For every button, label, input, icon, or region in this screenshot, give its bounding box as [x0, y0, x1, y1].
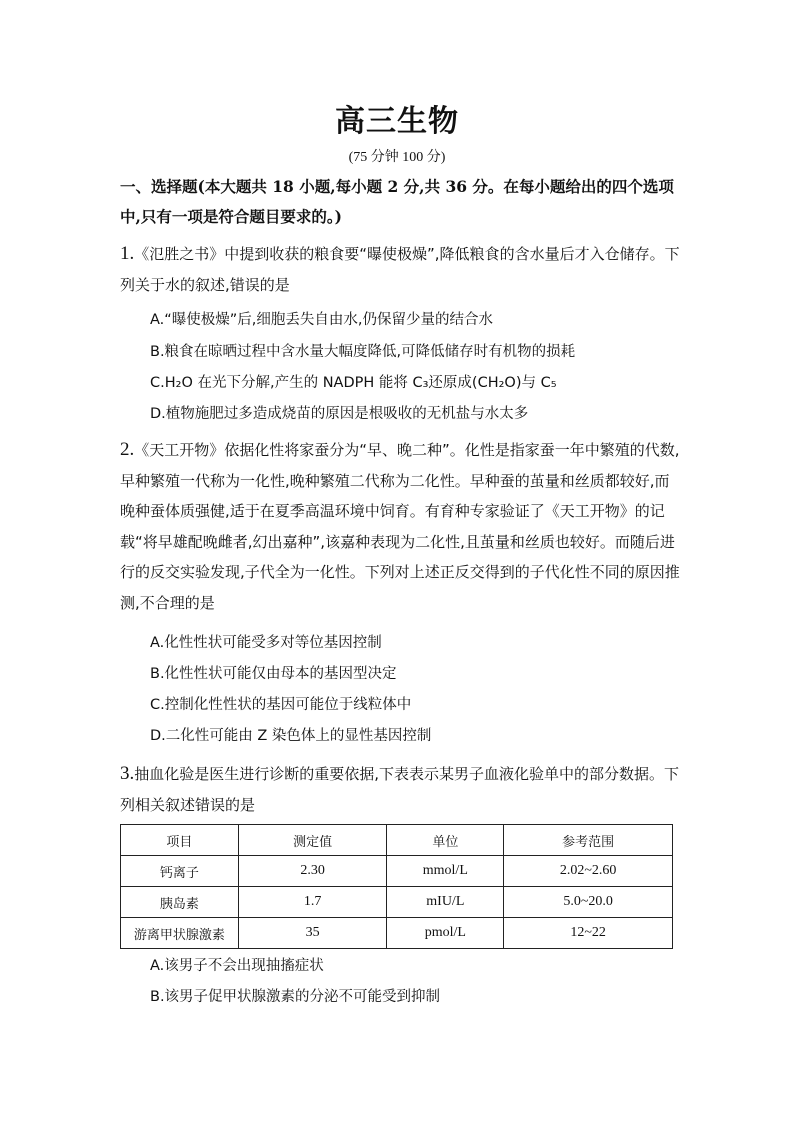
table-row	[121, 918, 673, 949]
table-cell: 1.7	[238, 887, 387, 918]
table-cell: 5.0~20.0	[504, 887, 673, 918]
question-text: 《氾胜之书》中提到收获的粮食要“曝使极燥”,降低粮食的含水量后才入仓储存。下列关于水的叙述,错误的是	[120, 245, 680, 294]
q2-option-b: B.化性性状可能仅由母本的基因型决定	[150, 666, 397, 682]
table-cell: mIU/L	[387, 887, 504, 918]
table-cell: 2.02~2.60	[504, 856, 673, 887]
q1-option-a: A.“曝使极燥”后,细胞丢失自由水,仍保留少量的结合水	[150, 312, 494, 328]
table-header-row	[121, 825, 673, 856]
q3-option-b: B.该男子促甲状腺激素的分泌不可能受到抑制	[150, 989, 441, 1005]
table-header-cell: 单位	[387, 825, 504, 856]
blood-test-table	[120, 824, 673, 949]
q3-option-a: A.该男子不会出现抽搐症状	[150, 958, 324, 974]
q1-option-d: D.植物施肥过多造成烧苗的原因是根吸收的无机盐与水太多	[150, 406, 529, 422]
q1-option-c: C.H₂O 在光下分解,产生的 NADPH 能将 C₃还原成(CH₂O)与 C₅	[150, 375, 557, 391]
table-cell: 35	[238, 918, 387, 949]
table-header-cell: 项目	[121, 825, 239, 856]
page-title: 高三生物	[335, 104, 459, 139]
table-cell: mmol/L	[387, 856, 504, 887]
table-cell: 胰岛素	[121, 887, 239, 918]
table-cell: 游离甲状腺激素	[121, 918, 239, 949]
table-header-cell: 测定值	[238, 825, 387, 856]
table-cell: 12~22	[504, 918, 673, 949]
table-cell: 2.30	[238, 856, 387, 887]
question-1-stem	[120, 239, 680, 300]
table-row	[121, 856, 673, 887]
q2-option-c: C.控制化性性状的基因可能位于线粒体中	[150, 697, 412, 713]
question-number: 2.	[120, 439, 135, 460]
table-row	[121, 887, 673, 918]
exam-duration-score: (75 分钟 100 分)	[348, 150, 446, 165]
table-cell: 钙离子	[121, 856, 239, 887]
section-heading: 一、选择题(本大题共 18 小题,每小题 2 分,共 36 分。在每小题给出的四个选项中,只有一项是符合题目要求的。)	[120, 177, 674, 226]
question-number: 3.	[120, 763, 135, 784]
table-header-cell: 参考范围	[504, 825, 673, 856]
question-number: 1.	[120, 243, 135, 264]
table-cell: pmol/L	[387, 918, 504, 949]
q1-option-b: B.粮食在晾晒过程中含水量大幅度降低,可降低储存时有机物的损耗	[150, 344, 576, 360]
q2-option-a: A.化性性状可能受多对等位基因控制	[150, 635, 382, 651]
question-text: 抽血化验是医生进行诊断的重要依据,下表表示某男子血液化验单中的部分数据。下列相关叙述错误的是	[120, 765, 680, 814]
question-3-stem	[120, 759, 680, 820]
q2-option-d: D.二化性可能由 Z 染色体上的显性基因控制	[150, 728, 432, 744]
question-text: 《天工开物》依据化性将家蚕分为“早、晚二种”。化性是指家蚕一年中繁殖的代数,早种繁殖一代称为一化性,晚种繁殖二代称为二化性。早种蚕的茧量和丝质都较好,而晚种蚕体质强健,适于在夏季高温环境中饲育。有育种专家验证了《天工开物》的记载“将早雄配晚雌者,幻出嘉种”,该嘉种表现为二化性,且茧量和丝质也较好。而随后进行的反交实验发现,子代全为一化性。下列对上述正反交得到的子代化性不同的原因推测,不合理的是	[120, 441, 680, 612]
question-2-stem	[120, 435, 680, 618]
